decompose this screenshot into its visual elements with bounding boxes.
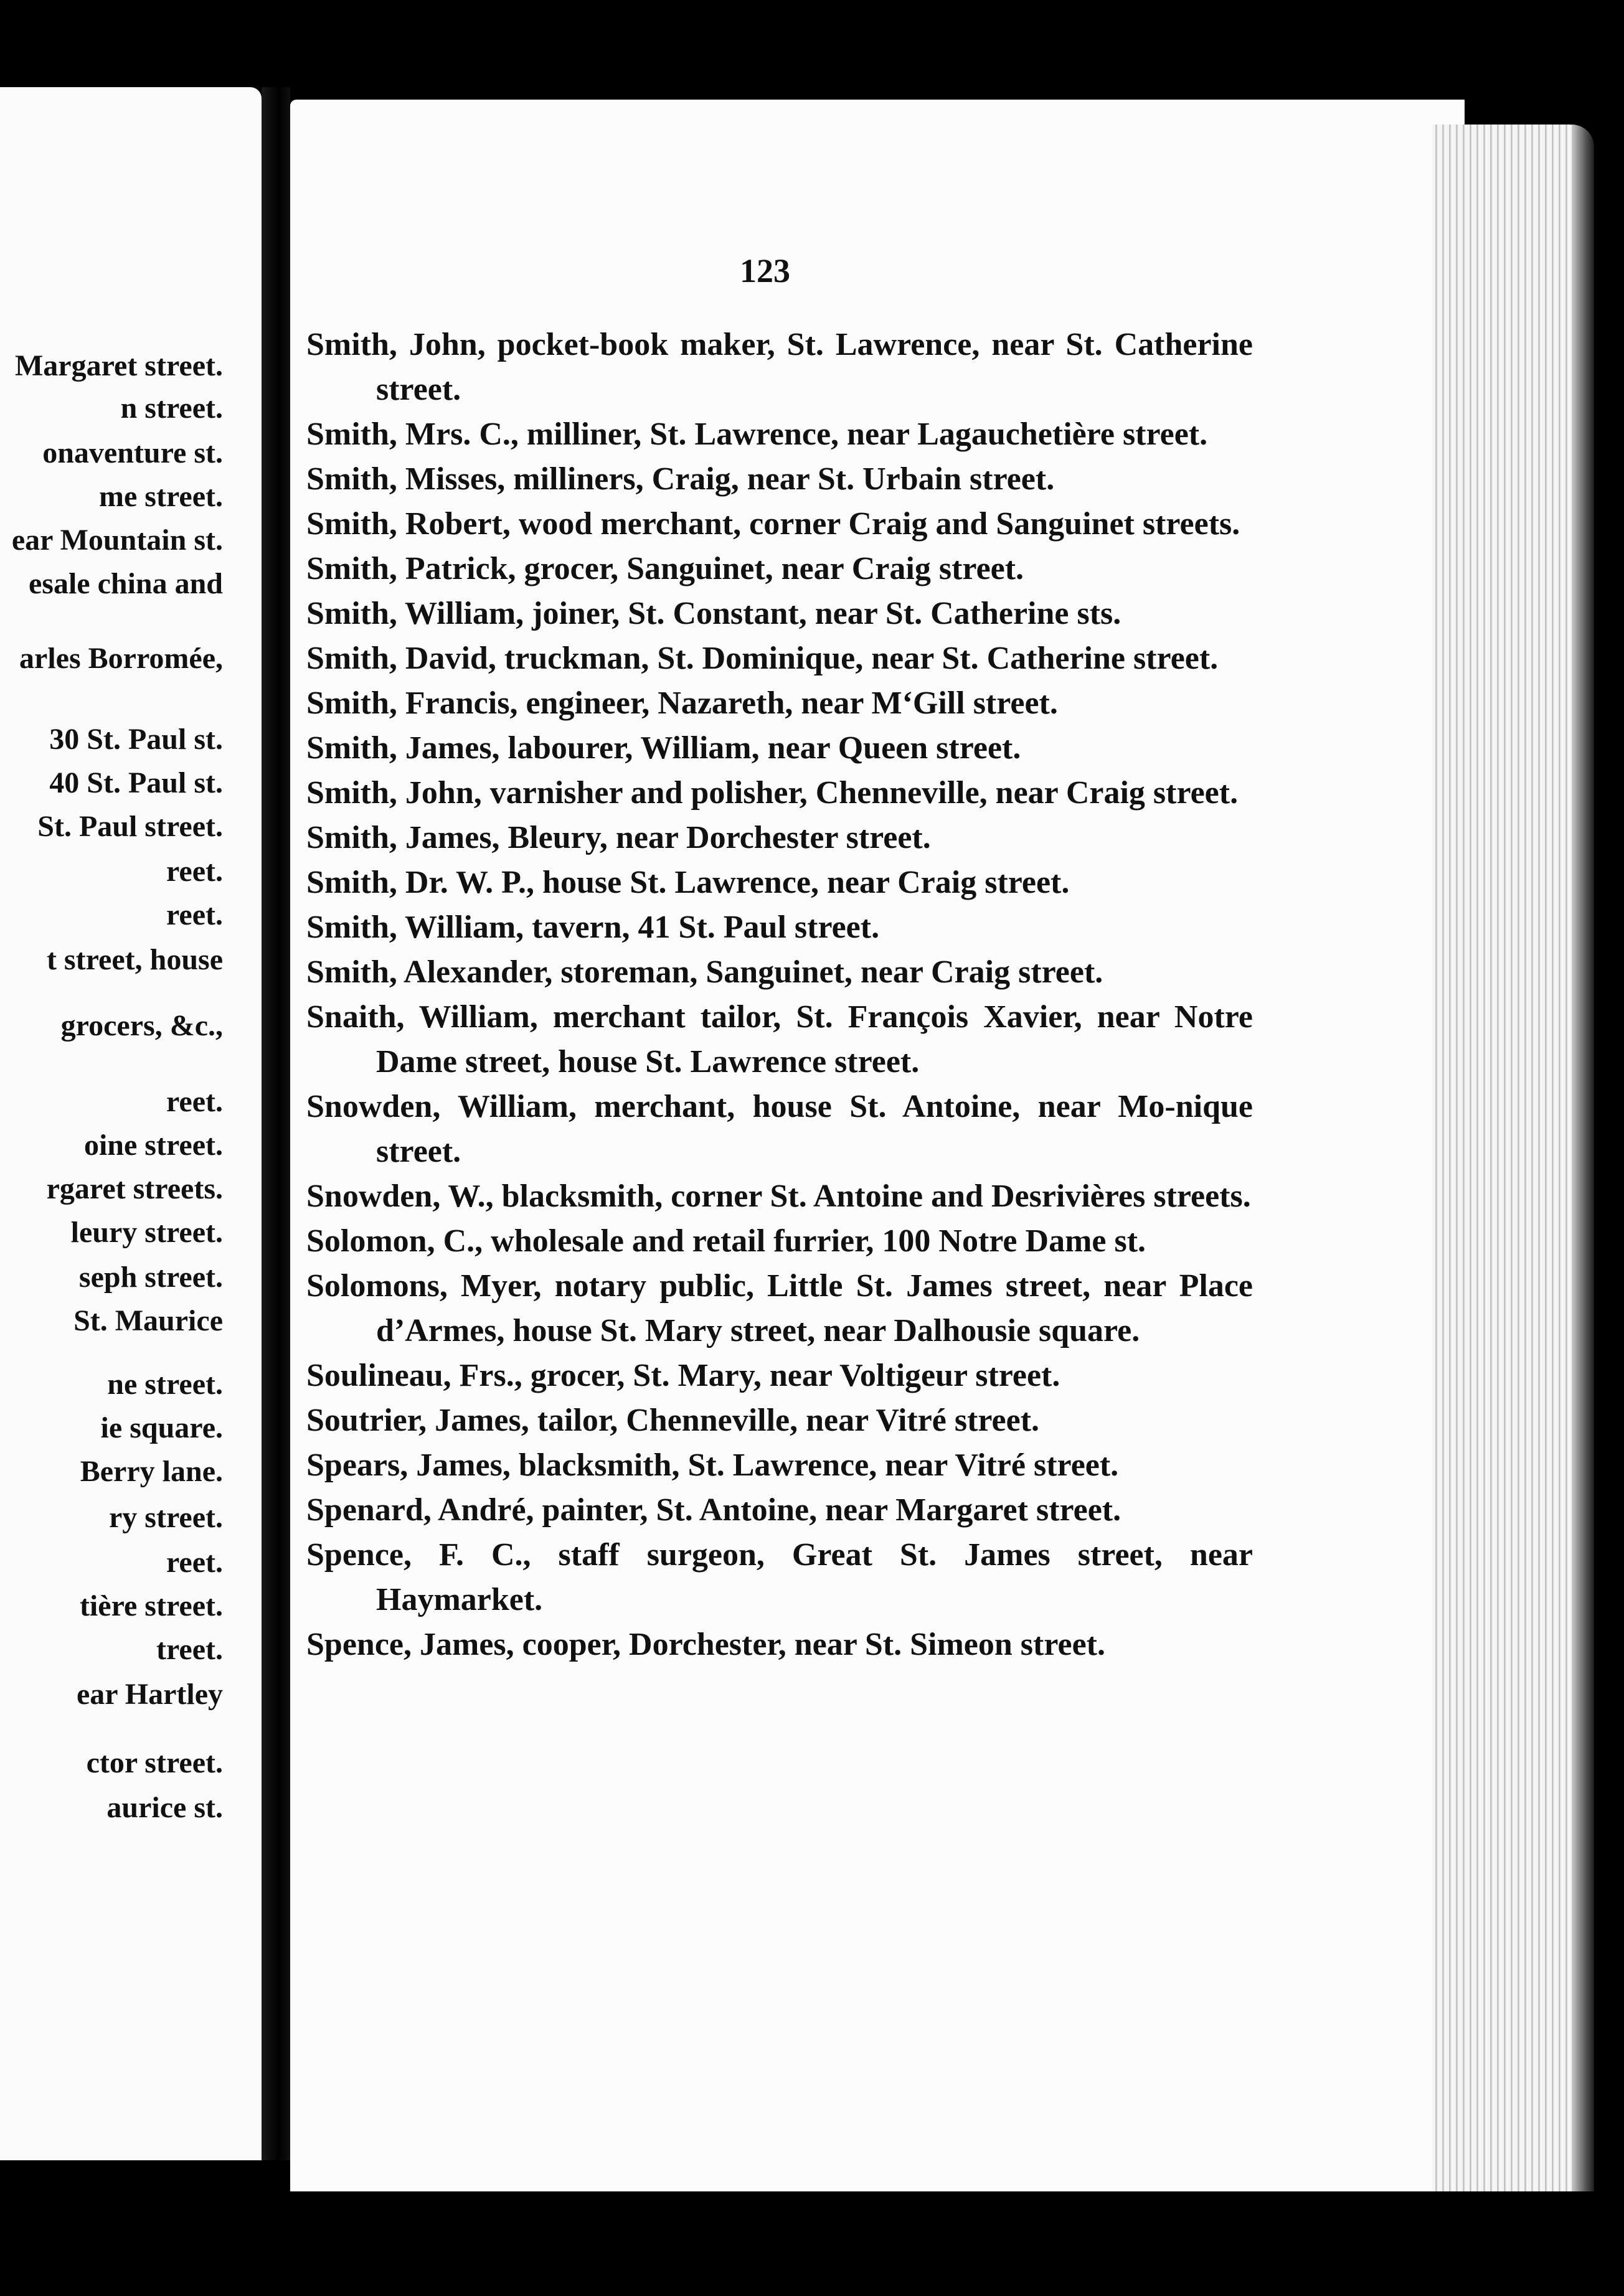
left-page-fragment: ear Hartley [76,1678,223,1711]
left-page-fragment: onaventure st. [42,436,223,469]
left-page-fragment: n street. [120,392,223,425]
directory-entry: Soulineau, Frs., grocer, St. Mary, near Voltigeur street. [306,1358,1060,1393]
directory-entry: Snaith, William, merchant tailor, St. François Xavier, near Notre Dame street, house St. Lawrence street. [306,999,1253,1080]
book-gutter [262,87,290,2160]
directory-entry: Solomon, C., wholesale and retail furrier, 100 Notre Dame st. [306,1223,1146,1259]
left-page-fragment: tière street. [79,1589,223,1622]
directory-entry: Smith, Misses, milliners, Craig, near St. Urbain street. [306,461,1055,497]
left-page-fragment: me street. [99,480,223,513]
directory-entry: Smith, John, varnisher and polisher, Chenneville, near Craig street. [306,775,1239,811]
left-page-fragment: seph street. [78,1261,223,1294]
directory-entry: Smith, Mrs. C., milliner, St. Lawrence, near Lagauchetière street. [306,416,1208,452]
directory-entry: Smith, Robert, wood merchant, corner Craig and Sanguinet streets. [306,506,1240,542]
directory-entry: Smith, Francis, engineer, Nazareth, near M‘Gill street. [306,685,1058,721]
left-page-fragment: grocers, &c., [60,1009,223,1042]
left-page-fragment: ie square. [100,1411,223,1444]
directory-entry: Smith, Alexander, storeman, Sanguinet, near Craig street. [306,954,1103,990]
directory-entry: Smith, William, joiner, St. Constant, near St. Catherine sts. [306,596,1121,631]
directory-entry: Snowden, W., blacksmith, corner St. Antoine and Desrivières streets. [306,1179,1251,1214]
directory-entry: Soutrier, James, tailor, Chenneville, near Vitré street. [306,1403,1040,1438]
directory-entry: Spenard, André, painter, St. Antoine, near Margaret street. [306,1492,1121,1528]
directory-entry: Smith, John, pocket-book maker, St. Lawrence, near St. Catherine street. [306,327,1253,407]
left-page-fragment: ear Mountain st. [11,524,223,557]
left-page-fragment: ne street. [107,1368,223,1401]
left-page-fragment: St. Maurice [73,1304,223,1337]
directory-entry: Solomons, Myer, notary public, Little St. James street, near Place d’Armes, house St. Mary street, near Dalhousie square. [306,1268,1253,1348]
left-page-fragment: 30 St. Paul st. [49,723,223,756]
directory-entry: Snowden, William, merchant, house St. Antoine, near Mo-nique street. [306,1089,1253,1169]
left-page-fragment: reet. [166,855,223,888]
directory-entry: Smith, Dr. W. P., house St. Lawrence, near Craig street. [306,865,1070,900]
left-page-fragment: rgaret streets. [46,1172,223,1205]
left-page-fragment: reet. [166,1085,223,1118]
left-page-fragment: t street, house [46,943,223,976]
left-page-fragment: esale china and [28,567,223,600]
left-page-fragment: 40 St. Paul st. [49,766,223,799]
directory-entries [306,322,1253,1667]
page-number: 123 [740,252,790,289]
directory-entry: Smith, David, truckman, St. Dominique, near St. Catherine street. [306,641,1219,676]
page-edges [1432,125,1594,2191]
left-page-fragment: aurice st. [106,1791,223,1824]
left-page-fragment: Margaret street. [14,349,223,382]
directory-entry: Smith, Patrick, grocer, Sanguinet, near Craig street. [306,551,1024,586]
facing-left-page [0,87,262,2160]
left-page-fragment: Berry lane. [80,1455,223,1488]
left-page-fragment: treet. [156,1633,223,1666]
directory-entry: Smith, James, Bleury, near Dorchester street. [306,820,931,855]
directory-entry: Smith, James, labourer, William, near Queen street. [306,730,1021,766]
left-page-fragment: reet. [166,1546,223,1579]
left-page-fragment: ry street. [109,1501,223,1534]
left-page-fragment: arles Borromée, [19,642,223,675]
left-page-fragment: oine street. [83,1129,223,1162]
left-page-fragment: leury street. [70,1216,223,1249]
left-page-fragment: ctor street. [86,1746,223,1779]
directory-entry: Spence, F. C., staff surgeon, Great St. James street, near Haymarket. [306,1537,1253,1617]
directory-entry: Spence, James, cooper, Dorchester, near St. Simeon street. [306,1627,1105,1662]
left-page-fragment: reet. [166,898,223,931]
directory-entry: Spears, James, blacksmith, St. Lawrence, near Vitré street. [306,1447,1119,1483]
directory-entry: Smith, William, tavern, 41 St. Paul street. [306,910,880,945]
left-page-fragment: St. Paul street. [37,810,223,843]
